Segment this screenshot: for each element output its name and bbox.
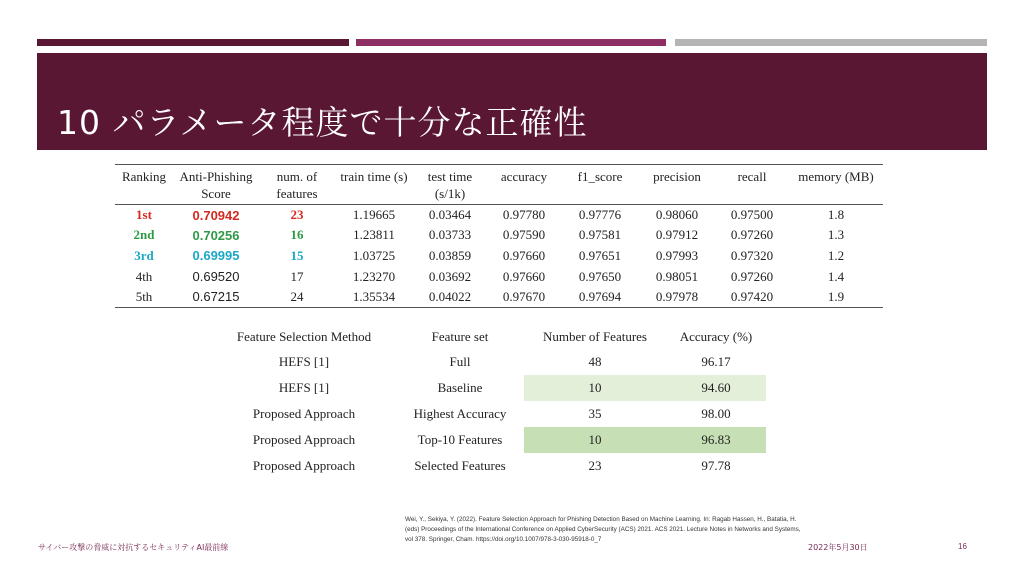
test-time-cell: 0.04022: [413, 287, 487, 308]
header-ranking: Ranking: [115, 165, 173, 205]
comparison-header-row: [212, 324, 766, 349]
accuracy-pct-cell: 96.17: [701, 354, 731, 369]
memory-cell: 1.4: [827, 268, 845, 284]
rank-cell: 3rd: [134, 247, 154, 263]
feature-set-cell: Top-10 Features: [417, 432, 503, 447]
title-banner: [37, 53, 987, 150]
top-bar-left: [37, 39, 349, 46]
table-row: [212, 453, 766, 479]
table-row: [115, 205, 883, 226]
number-features-cell: 10: [524, 427, 666, 453]
feature-set-cell: Baseline: [437, 380, 483, 395]
method-cell: HEFS [1]: [278, 380, 330, 395]
test-time-cell: 0.03464: [428, 207, 472, 223]
number-features-cell: 48: [588, 354, 602, 369]
method-cell: HEFS [1]: [278, 354, 330, 369]
accuracy-cell: 0.97590: [502, 227, 546, 243]
recall-cell: 0.97260: [730, 268, 774, 284]
rank-cell: 4th: [135, 268, 153, 284]
accuracy-cell: 0.97670: [487, 287, 561, 308]
header-f1: f1_score: [561, 165, 639, 205]
memory-cell: 1.2: [827, 247, 845, 263]
precision-cell: 0.97993: [655, 247, 699, 263]
number-features-cell: 35: [588, 406, 602, 421]
table-row: [115, 266, 883, 287]
test-time-cell: 0.03692: [428, 268, 472, 284]
header-recall: recall: [715, 165, 789, 205]
table-row: [115, 225, 883, 246]
accuracy-cell: 0.97660: [502, 268, 546, 284]
table-row: [212, 375, 766, 401]
train-time-cell: 1.23270: [352, 268, 396, 284]
page-number: 16: [958, 542, 967, 551]
header-num-features: num. of features: [259, 165, 335, 205]
ranking-table: [115, 164, 883, 308]
header-accuracy: accuracy: [487, 165, 561, 205]
header-test-time: test time (s/1k): [413, 165, 487, 205]
memory-cell: 1.8: [827, 207, 845, 223]
table-row: [212, 349, 766, 375]
score-cell: 0.70942: [192, 207, 240, 223]
precision-cell: 0.98060: [655, 207, 699, 223]
precision-cell: 0.98051: [655, 268, 699, 284]
f1-cell: 0.97694: [561, 287, 639, 308]
recall-cell: 0.97260: [730, 227, 774, 243]
rank-cell: 5th: [115, 287, 173, 308]
f1-cell: 0.97776: [578, 207, 622, 223]
number-features-cell: 10: [524, 375, 666, 401]
feature-set-cell: Highest Accuracy: [413, 406, 507, 421]
accuracy-pct-cell: 94.60: [666, 375, 766, 401]
train-time-cell: 1.19665: [352, 207, 396, 223]
train-time-cell: 1.23811: [353, 227, 395, 243]
accuracy-pct-cell: 98.00: [701, 406, 731, 421]
accuracy-cell: 0.97780: [502, 207, 546, 223]
precision-cell: 0.97978: [639, 287, 715, 308]
method-cell: Proposed Approach: [252, 432, 356, 447]
method-cell: Proposed Approach: [252, 458, 356, 473]
features-cell: 23: [290, 207, 304, 223]
rank-cell: 2nd: [133, 227, 155, 243]
score-cell: 0.69520: [192, 269, 240, 285]
recall-cell: 0.97420: [715, 287, 789, 308]
footer-date: 2022年5月30日: [808, 543, 868, 552]
f1-cell: 0.97581: [578, 227, 622, 243]
table-row: [212, 401, 766, 427]
accuracy-pct-cell: 96.83: [666, 427, 766, 453]
memory-cell: 1.3: [827, 227, 845, 243]
number-features-cell: 23: [588, 458, 602, 473]
test-time-cell: 0.03733: [428, 227, 472, 243]
score-cell: 0.70256: [192, 227, 240, 243]
feature-set-cell: Selected Features: [414, 458, 506, 473]
header-train-time: train time (s): [335, 165, 413, 205]
ranking-header-row: [115, 165, 883, 205]
feature-set-cell: Full: [449, 354, 471, 369]
features-cell: 17: [290, 268, 304, 284]
precision-cell: 0.97912: [655, 227, 699, 243]
slide-title: 10 パラメータ程度で十分な正確性: [57, 103, 588, 142]
header-method: Feature Selection Method: [236, 328, 372, 344]
header-score: Anti-Phishing Score: [173, 165, 259, 205]
train-time-cell: 1.35534: [335, 287, 413, 308]
accuracy-pct-cell: 97.78: [701, 458, 731, 473]
accuracy-cell: 0.97660: [502, 247, 546, 263]
features-cell: 24: [259, 287, 335, 308]
header-memory: memory (MB): [789, 165, 883, 205]
table-row: [115, 246, 883, 267]
features-cell: 15: [290, 247, 304, 263]
top-bar-middle: [356, 39, 666, 46]
footer-presentation-title: サイバー攻撃の脅威に対抗するセキュリティAI最前線: [38, 543, 229, 552]
f1-cell: 0.97650: [578, 268, 622, 284]
test-time-cell: 0.03859: [428, 247, 472, 263]
recall-cell: 0.97500: [730, 207, 774, 223]
recall-cell: 0.97320: [730, 247, 774, 263]
header-accuracy-pct: Accuracy (%): [679, 328, 753, 344]
train-time-cell: 1.03725: [352, 247, 396, 263]
table-row: [212, 427, 766, 453]
reference-citation: Wei, Y., Sekiya, Y. (2022). Feature Selection Approach for Phishing Detection Based on Machine Learning. In: Ragab Hassen, H., Batatia, H. (eds) Proceedings of the International Conference on Applied CyberSecurity (ACS) 2021. ACS 2021. Lecture Notes in Networks and Systems, vol 378. Springer, Cham. https://doi.org/10.1007/978-3-030-95918-0_7: [405, 516, 801, 543]
features-cell: 16: [290, 227, 304, 243]
header-number-features: Number of Features: [543, 328, 647, 344]
header-feature-set: Feature set: [431, 328, 489, 344]
memory-cell: 1.9: [789, 287, 883, 308]
f1-cell: 0.97651: [578, 247, 622, 263]
method-cell: Proposed Approach: [252, 406, 356, 421]
table-row: [115, 287, 883, 308]
comparison-table: [212, 324, 766, 479]
top-bar-right: [675, 39, 987, 46]
score-cell: 0.67215: [173, 287, 259, 308]
rank-cell: 1st: [136, 207, 152, 223]
score-cell: 0.69995: [192, 248, 240, 264]
header-precision: precision: [639, 165, 715, 205]
